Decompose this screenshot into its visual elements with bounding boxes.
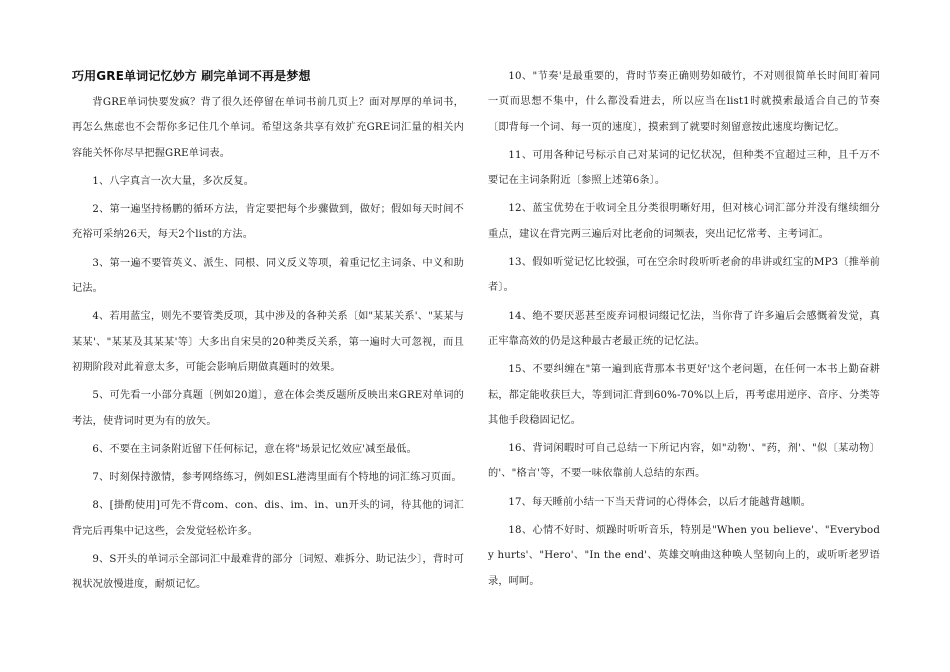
tip-paragraph: 14、绝不要厌恶甚至废弃词根词缀记忆法，当你背了许多遍后会感慨着发觉，真正牢靠高效的仍是这种最古老最正统的记忆法。 — [488, 310, 880, 347]
tip-paragraph: 1、八字真言一次大量，多次反复。 — [92, 175, 255, 187]
tip-paragraph: 7、时刻保持激情，参考网络练习，例如ESL港湾里面有个特地的词汇练习页面。 — [92, 472, 462, 484]
tip-paragraph: 11、可用各种记号标示自己对某词的记忆状况，但种类不宜超过三种，且千万不要记在主词条附近〔参照上述第6条〕。 — [488, 149, 880, 187]
tip-paragraph: 13、假如听觉记忆比较强，可在空余时段听听老俞的串讲或红宝的MP3〔推举前者〕。 — [488, 257, 880, 294]
tip-paragraph: 10、"节奏'是最重要的，背时节奏正确则势如破竹，不对则很简单长时间盯着同一页而思想不集中，什么都没看进去，所以应当在list1时就摸索最适合自己的节奏〔即背每一个词、每一页的速度〕，摸索到了就要时刻留意按此速度均衡记忆。 — [488, 71, 880, 133]
tip-paragraph: 8、[掛酌使用]可先不背com、con、dis、im、in、un开头的词，待其他的词汇背完后再集中记这些，会发觉轻松许多。 — [72, 500, 464, 537]
tip-paragraph: 3、第一遍不要管英义、派生、同根、同义反义等项，着重记忆主词条、中义和助记法。 — [72, 257, 464, 295]
intro-paragraph: 背GRE单词快要发疯？背了很久还停留在单词书前几页上？面对厚厚的单词书，再怎么焦虑也不会帮你多记住几个单词。希望这条共享有效扩充GRE词汇量的相关内容能关怀你尽早把握GRE单词表。 — [72, 97, 464, 159]
tip-paragraph: 17、每天睡前小结一下当天背词的心得体会，以后才能越背越顺。 — [508, 496, 812, 508]
tip-paragraph: 12、蓝宝优势在于收词全且分类很明晰好用，但对核心词汇部分并没有继续细分重点，建议在背完两三遍后对比老俞的词频表，突出记忆常考、主考词汇。 — [488, 203, 880, 240]
tip-paragraph: 9、S开头的单词示全部词汇中最难背的部分〔词短、难拆分、助记法少〕，背时可视状况放慢进度，耐烦记忆。 — [72, 554, 464, 591]
tip-paragraph: 5、可先看一小部分真题〔例如20道〕，意在体会类反题所反映出来GRE对单词的考法，使背词时更为有的放矢。 — [72, 390, 464, 427]
tip-paragraph: 15、不要纠缠在"第一遍到底背那本书更好'这个老问题，在任何一本书上勤奋耕耘，都定能收获巨大，等到词汇背到60%-70%以上后，再考虑用逆序、音序、分类等其他手段稳固记忆。 — [488, 364, 880, 426]
tip-paragraph: 6、不要在主词条附近留下任何标记，意在将"场景记忆效应'减至最低。 — [92, 443, 417, 455]
tip-paragraph: 16、背词闲暇时可自己总结一下所记内容，如"动物'、"药，剂'、"似〔某动物〕的'、"格言'等，不要一味依靠前人总结的东西。 — [488, 443, 880, 480]
tip-paragraph: 4、若用蓝宝，则先不要管类反项，其中涉及的各种关系〔如"某某关系'、"某某与某某'、"某某及其某某'等〕大多出自宋昊的20种类反关系，第一遍时大可忽视，而且初期阶段对此着意太多，可能会影响后期做真题时的效果。 — [72, 311, 464, 373]
left-column — [72, 64, 464, 601]
tip-paragraph: 18、心情不好时、烦躁时听听音乐，特别是"When you believe'、"Everybody hurts'、"Hero'、"In the end'、英雄交响曲这种唤人坚韧向上的，或听听老罗语录，呵呵。 — [488, 525, 880, 587]
right-column — [488, 64, 880, 597]
document-title: 巧用GRE单词记忆妙方 刷完单词不再是梦想 — [72, 69, 311, 83]
tip-paragraph: 2、第一遍坚持杨鹏的循环方法，肯定要把每个步骤做到，做好；假如每天时间不充裕可采纳26天，每天2个list的方法。 — [72, 204, 464, 241]
